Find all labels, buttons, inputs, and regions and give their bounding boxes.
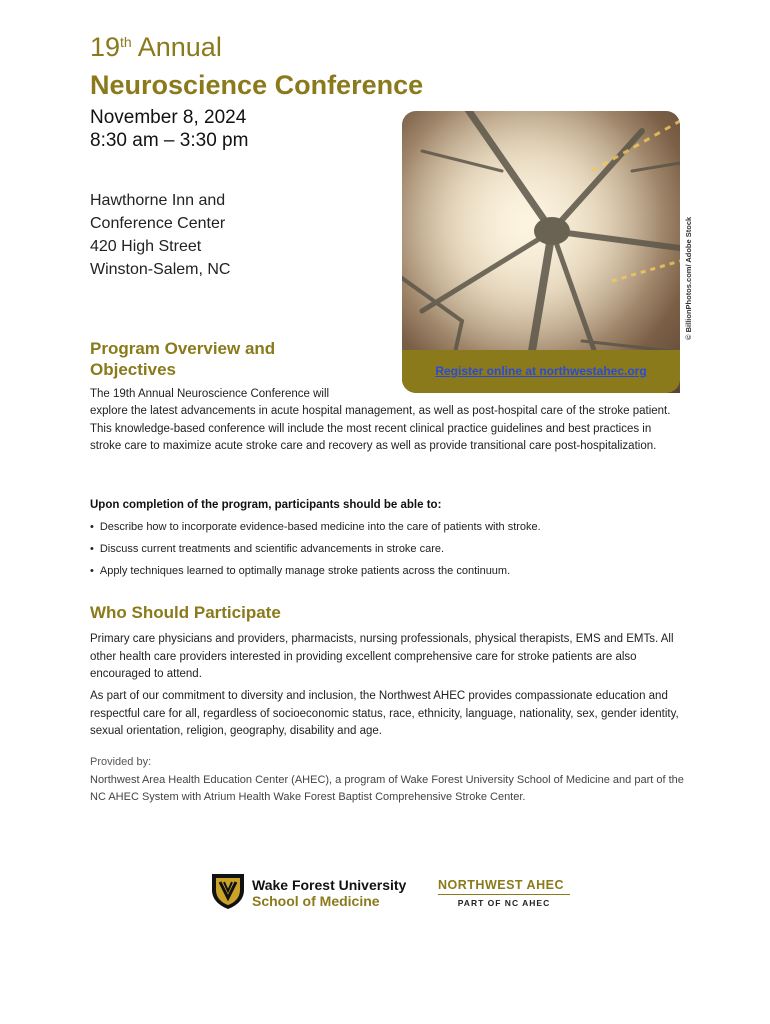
objective-item: • Discuss current treatments and scientific advancements in stroke care. [90, 541, 690, 563]
conference-time: 8:30 am – 3:30 pm [90, 130, 249, 151]
objectives-lead: Upon completion of the program, participants should be able to: [90, 499, 442, 511]
venue-address [90, 189, 230, 281]
conference-date: November 8, 2024 [90, 107, 247, 128]
edition-suffix: th [120, 34, 132, 50]
program-intro-first-line: The 19th Annual Neuroscience Conference will [90, 388, 330, 400]
venue-line-3: 420 High Street [90, 238, 202, 255]
ahec-logo-name: NORTHWEST AHEC [438, 878, 564, 892]
program-heading-line-1: Program Overview and [90, 339, 276, 358]
conference-title: Neuroscience Conference [90, 70, 424, 100]
photo-credit: © BillionPhotos.com/ Adobe Stock [684, 216, 693, 340]
program-heading-line-2: Objectives [90, 360, 176, 379]
ahec-divider [438, 894, 570, 895]
provided-by-text: Northwest Area Health Education Center (AHEC), a program of Wake Forest University School of Medicine and part of the NC AHEC System with Atrium Health Wake Forest Baptist Comprehensive Stroke Center. [90, 774, 684, 803]
edition-word: Annual [131, 32, 222, 62]
objective-item: • Apply techniques learned to optimally manage stroke patients across the continuum. [90, 563, 690, 585]
wfu-shield-icon [210, 872, 246, 910]
venue-line-4: Winston-Salem, NC [90, 261, 231, 278]
provided-by-label: Provided by: [90, 756, 152, 768]
diversity-paragraph: As part of our commitment to diversity and inclusion, the Northwest AHEC provides compassionate education and respectful care for all, regardless of socioeconomic status, race, ethnicity, language, nationality, sex, gender identity, sexual orientation, religion, geography, disability and age. [90, 690, 679, 737]
conference-edition [90, 32, 222, 63]
venue-line-2: Conference Center [90, 215, 226, 232]
venue-line-1: Hawthorne Inn and [90, 192, 226, 209]
objective-item: • Describe how to incorporate evidence-based medicine into the care of patients with stroke. [90, 519, 690, 541]
wfu-name: Wake Forest University [252, 877, 407, 893]
edition-number: 19 [90, 32, 121, 62]
objectives-list [90, 519, 690, 585]
register-link[interactable]: Register online at northwestahec.org [435, 364, 647, 378]
ahec-logo-subtitle: PART OF NC AHEC [457, 898, 551, 908]
date-time [90, 106, 248, 152]
who-should-participate-heading: Who Should Participate [90, 603, 281, 622]
audience-paragraph: Primary care physicians and providers, pharmacists, nursing professionals, physical therapists, EMS and EMTs. All other health care providers interested in providing excellent comprehensive care for stroke patients are also encouraged to attend. [90, 633, 674, 680]
program-intro-text: explore the latest advancements in acute hospital management, as well as post-hospital care of the stroke patient. This knowledge-based conference will include the most recent clinical practice guidelines and best practices in stroke care to maximize acute stroke care and recovery as well as provide transitional care post-hospitalization. [90, 405, 671, 452]
program-overview-heading [90, 338, 310, 380]
wfu-school: School of Medicine [252, 893, 380, 909]
